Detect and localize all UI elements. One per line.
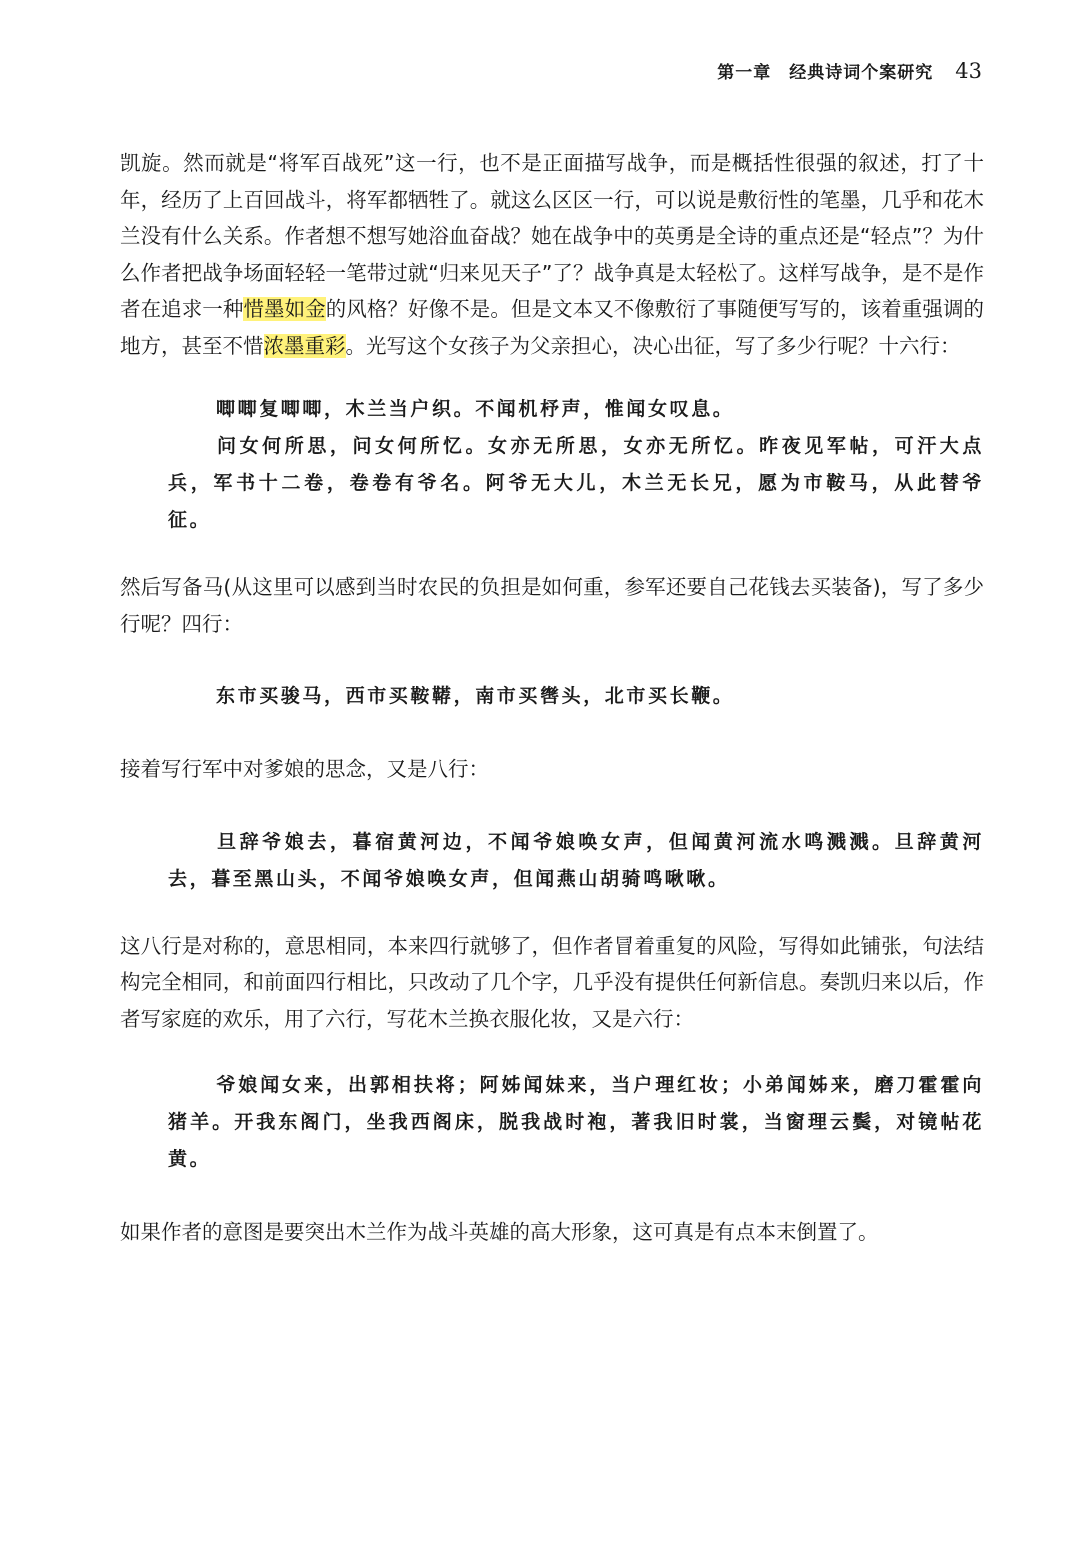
paragraph-2: 然后写备马(从这里可以感到当时农民的负担是如何重，参军还要自己花钱去买装备)，写了多少行呢？四行： bbox=[120, 575, 984, 636]
paragraph-1-text-c: 。光写这个女孩子为父亲担心，决心出征，写了多少行呢？十六行： bbox=[345, 333, 961, 358]
page-body bbox=[120, 145, 984, 1251]
chapter-title: 第一章 经典诗词个案研究 bbox=[717, 63, 934, 83]
poem-quote-4-text: 爷娘闻女来，出郭相扶将；阿姊闻妹来，当户理红妆；小弟闻姊来，磨刀霍霍向猪羊。开我东阁门，坐我西阁床，脱我战时袍，著我旧时裳，当窗理云鬓，对镜帖花黄。 bbox=[168, 1074, 984, 1170]
paragraph-4: 这八行是对称的，意思相同，本来四行就够了，但作者冒着重复的风险，写得如此铺张，句法结构完全相同，和前面四行相比，只改动了几个字，几乎没有提供任何新信息。奏凯归来以后，作者写家庭的欢乐，用了六行，写花木兰换衣服化妆，又是六行： bbox=[120, 933, 984, 1031]
highlight-2: 浓墨重彩 bbox=[263, 333, 346, 358]
highlight-1: 惜墨如金 bbox=[243, 297, 326, 321]
page-number: 43 bbox=[955, 59, 982, 83]
paragraph-1-text-b: 的风格？好像不是。但是文本又不像敷衍了事随便写写的，该着重强调的地方，甚至不惜 bbox=[120, 297, 985, 358]
paragraph-5: 如果作者的意图是要突出木兰作为战斗英雄的高大形象，这可真是有点本末倒置了。 bbox=[120, 1220, 879, 1244]
running-header bbox=[717, 58, 982, 83]
poem-quote-3 bbox=[168, 824, 984, 898]
poem-quote-1-line-1 bbox=[168, 391, 984, 428]
poem-quote-1-line-1-text: 唧唧复唧唧，木兰当户织。不闻机杼声，惟闻女叹息。 bbox=[216, 398, 735, 420]
poem-quote-4 bbox=[168, 1067, 984, 1178]
poem-quote-2-text: 东市买骏马，西市买鞍鞯，南市买辔头，北市买长鞭。 bbox=[216, 685, 735, 707]
poem-quote-3-text: 旦辞爷娘去，暮宿黄河边，不闻爷娘唤女声，但闻黄河流水鸣溅溅。旦辞黄河去，暮至黑山头，不闻爷娘唤女声，但闻燕山胡骑鸣啾啾。 bbox=[168, 830, 984, 890]
poem-quote-1-line-2-text: 问女何所思，问女何所忆。女亦无所思，女亦无所忆。昨夜见军帖，可汗大点兵，军书十二卷，卷卷有爷名。阿爷无大儿，木兰无长兄，愿为市鞍马，从此替爷征。 bbox=[168, 435, 984, 531]
paragraph-1-text-a: 凯旋。然而就是“将军百战死”这一行，也不是正面描写战争，而是概括性很强的叙述，打了十年，经历了上百回战斗，将军都牺牲了。就这么区区一行，可以说是敷衍性的笔墨，几乎和花木兰没有什么关系。作者想不想写她浴血奋战？她在战争中的英勇是全诗的重点还是“轻点”？为什么作者把战争场面轻轻一笔带过就“归来见天子”了？战争真是太轻松了。这样写战争，是不是作者在追求一种 bbox=[120, 151, 984, 321]
paragraph-3: 接着写行军中对爹娘的思念，又是八行： bbox=[120, 757, 489, 781]
poem-quote-2 bbox=[168, 678, 984, 715]
paragraph-1 bbox=[120, 145, 984, 364]
poem-quote-1-line-2 bbox=[168, 428, 984, 539]
